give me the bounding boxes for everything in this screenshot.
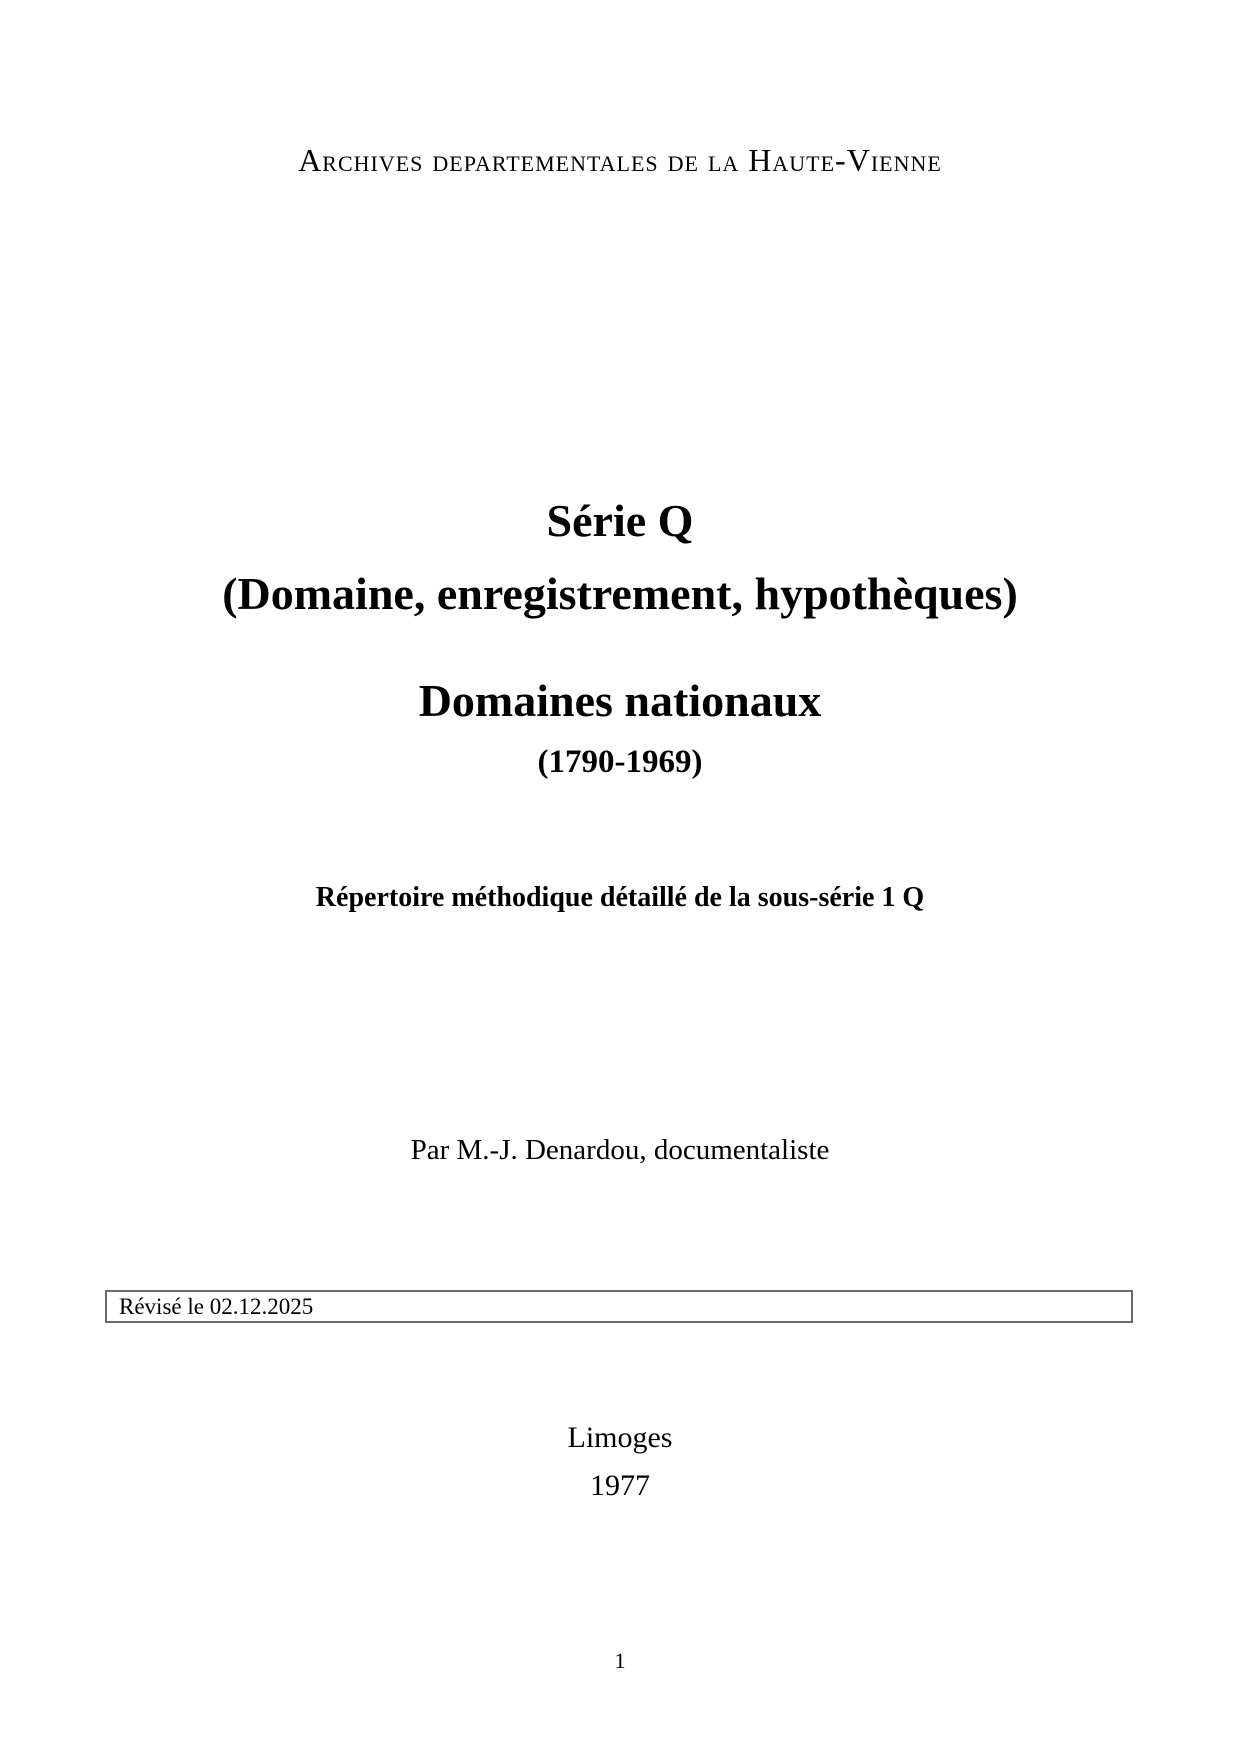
institution-header: Archives departementales de la Haute-Vienne	[298, 142, 942, 178]
page-number: 1	[614, 1648, 626, 1673]
author-line: Par M.-J. Denardou, documentaliste	[410, 1134, 830, 1166]
subtitle: Répertoire méthodique détaillé de la sous-série 1 Q	[315, 882, 925, 913]
title-date-range: (1790-1969)	[537, 744, 703, 780]
place-line: Limoges	[567, 1421, 673, 1454]
revision-box	[105, 1290, 1133, 1323]
title-subject: (Domaine, enregistrement, hypothèques)	[222, 568, 1018, 619]
revision-note: Révisé le 02.12.2025	[119, 1293, 314, 1319]
title-section: Domaines nationaux	[418, 675, 822, 726]
title-series: Série Q	[546, 495, 694, 546]
year-line: 1977	[590, 1469, 650, 1502]
